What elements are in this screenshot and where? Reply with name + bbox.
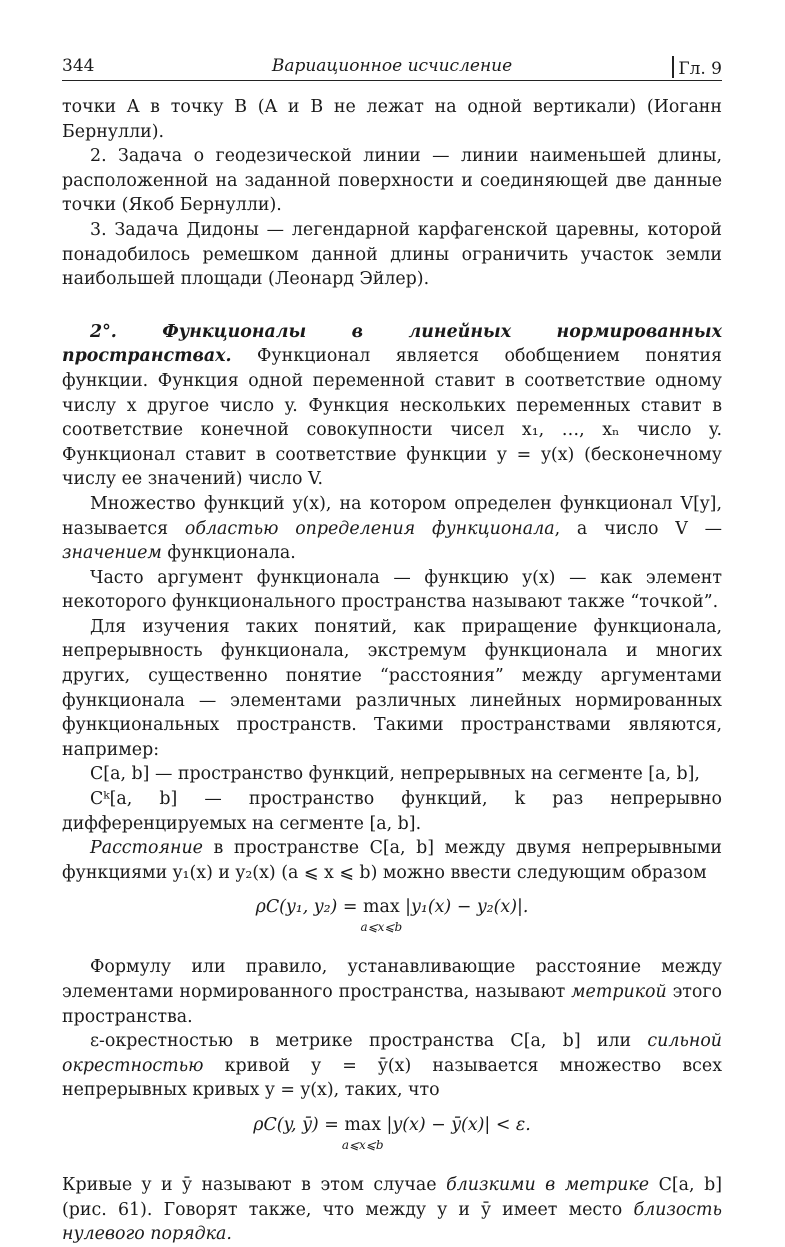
running-title: Вариационное исчисление [271,56,513,76]
paragraph [62,836,722,885]
max-subscript: a⩽x⩽b [360,920,403,935]
emphasis: близость нулевого порядка. [62,1199,722,1245]
formula-rhs: |y(x) − ȳ(x)| < ε. [381,1114,531,1135]
paragraph: Часто аргумент функционала — функцию y(x) — как элемент некоторого функционального пространства называют также “точкой”. [62,567,722,613]
paragraph: Cᵏ[a, b] — пространство функций, k раз непрерывно дифференцируемых на сегменте [a, b]. [62,789,722,834]
emphasis: Расстояние [90,838,203,859]
header-bracket [672,56,674,78]
emphasis: метрикой [571,982,667,1002]
text: в пространстве C[a, b] между двумя непрерывными функциями y₁(x) и y₂(x) (a ⩽ x ⩽ b) можно ввести следующим образом [62,838,722,883]
page-number: 344 [62,56,95,76]
formula-rhs: |y₁(x) − y₂(x)|. [399,897,529,918]
text: кривой y = ȳ(x) называется множество всех непрерывных кривых y = y(x), таких, что [62,1055,722,1101]
emphasis: сильной окрестностью [62,1031,722,1076]
paragraph [62,1029,722,1103]
book-page [62,54,722,1247]
max-operator: max [344,1114,382,1135]
text: C[a, b] (рис. 61). Говорят также, что между y и ȳ имеет место [62,1174,722,1220]
chapter-text: Гл. 9 [678,59,722,79]
paragraph [62,492,722,566]
paragraph [62,955,722,1029]
text: , а число V — [554,518,722,539]
max-subscript: a⩽x⩽b [341,1137,384,1152]
text: этого пространства. [62,982,722,1027]
formula-neighborhood [62,1113,722,1157]
chapter-label [672,56,722,79]
formula-lhs: ρC(y, ȳ) = [253,1114,345,1135]
emphasis: близкими в метрике [446,1174,650,1195]
formula-max [341,1113,384,1152]
paragraph: Для изучения таких понятий, как приращение функционала, непрерывность функционала, экстремум функционала и многих других, существенно понятие “расстояния” между аргументами функционала — элементами различных линейных нормированных функциональных пространств. Такими пространствами являются, например: [62,616,722,760]
page-body [62,95,722,1247]
paragraph: точки A в точку B (A и B не лежат на одной вертикали) (Иоганн Бернулли). [62,97,722,142]
text: Кривые y и ȳ называют в этом случае [62,1174,447,1195]
max-operator: max [362,897,400,918]
paragraph: 2. Задача о геодезической линии — линии наименьшей длины, расположенной на заданной поверхности и соединяющей две данные точки (Якоб Бернулли). [62,146,722,216]
formula-metric [62,895,722,939]
formula-lhs: ρC(y₁, y₂) = [255,897,363,918]
emphasis: значением [62,543,162,564]
formula-max [360,895,403,935]
section-heading: 2°. Функционалы в линейных нормированных пространствах. [62,321,722,367]
text: Формулу или правило, устанавливающие расстояние между элементами нормированного пространства, называют [62,957,722,1002]
emphasis: областью определения функционала [184,518,555,539]
paragraph: C[a, b] — пространство функций, непрерывных на сегменте [a, b], [90,764,700,785]
paragraph-text: Функционал является обобщением понятия функции. Функция одной переменной ставит в соответствие одному числу x другое число y. Функция нескольких переменных ставит в соответствие конечной совокупности чисел x₁, …, xₙ число y. Функционал ставит в соответствие функции y = y(x) (бесконечному числу ее значений) число V. [62,346,722,490]
paragraph [62,1173,722,1247]
text: ε-окрестностью в метрике пространства C[a, b] или [90,1031,648,1052]
section-paragraph [62,320,722,492]
text: Множество функций y(x), на котором определен функционал V[y], называется [62,493,722,539]
paragraph: 3. Задача Дидоны — легендарной карфагенской царевны, которой понадобилось ремешком данной длины ограничить участок земли наибольшей площади (Леонард Эйлер). [62,219,722,290]
running-header [62,54,722,81]
text: функционала. [161,543,296,564]
